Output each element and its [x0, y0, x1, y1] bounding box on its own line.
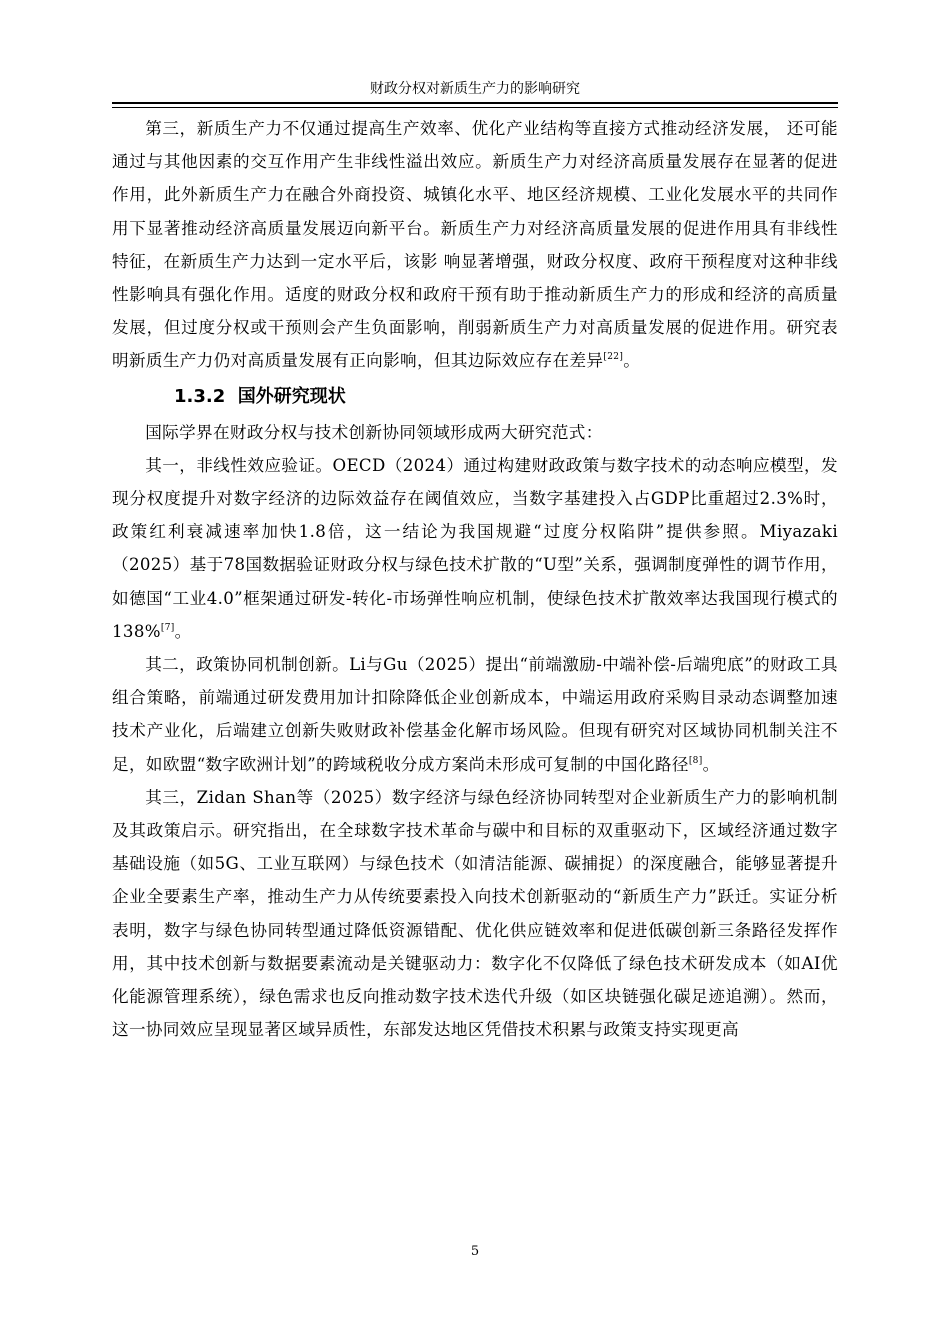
paragraph-text: 其三，Zidan Shan等（2025）数字经济与绿色经济协同转型对企业新质生产力的影响机制及其政策启示。研究指出，在全球数字技术革命与碳中和目标的双重驱动下，区域经济通过数字基础设施（如5G、工业互联网）与绿色技术（如清洁能源、碳捕捉）的深度融合，能够显著提升企业全要素生产率，推动生产力从传统要素投入向技术创新驱动的“新质生产力”跃迁。实证分析表明，数字与绿色协同转型通过降低资源错配、优化供应链效率和促进低碳创新三条路径发挥作用，其中技术创新与数据要素流动是关键驱动力：数字化不仅降低了绿色技术研发成本（如AI优化能源管理系统），绿色需求也反向推动数字技术迭代升级（如区块链强化碳足迹追溯）。然而，这一协同效应呈现显著区域异质性，东部发达地区凭借技术积累与政策支持实现更高	[112, 787, 838, 1040]
paragraph-second-paradigm	[112, 648, 838, 781]
paragraph-text: 其二，政策协同机制创新。Li与Gu（2025）提出“前端激励-中端补偿-后端兜底”的财政工具组合策略，前端通过研发费用加计扣除降低企业创新成本，中端运用政府采购目录动态调整加速技术产业化，后端建立创新失败财政补偿基金化解市场风险。但现有研究对区域协同机制关注不足，如欧盟“数字欧洲计划”的跨域税收分成方案尚未形成可复制的中国化路径	[112, 655, 838, 774]
paragraph-end: 。	[174, 621, 192, 641]
paragraph-end: 。	[623, 351, 641, 371]
header-rule-thin	[112, 107, 838, 108]
running-header: 财政分权对新质生产力的影响研究	[370, 81, 580, 97]
body-text	[112, 112, 838, 1046]
section-number: 1.3.2	[174, 385, 226, 407]
citation-ref: [22]	[603, 352, 624, 363]
paragraph-third-point	[112, 112, 838, 378]
paragraph-text: 其一，非线性效应验证。OECD（2024）通过构建财政政策与数字技术的动态响应模型，发现分权度提升对数字经济的边际效益存在阈值效应，当数字基建投入占GDP比重超过2.3%时，政策红利衰减速率加快1.8倍，这一结论为我国规避“过度分权陷阱”提供参照。Miyazaki（2025）基于78国数据验证财政分权与绿色技术扩散的“U型”关系，强调制度弹性的调节作用，如德国“工业4.0”框架通过研发-转化-市场弹性响应机制，使绿色技术扩散效率达我国现行模式的138%	[112, 455, 838, 641]
section-title: 国外研究现状	[237, 385, 346, 407]
page-number: 5	[470, 1244, 480, 1259]
paragraph-first-paradigm	[112, 449, 838, 648]
paragraph-text: 第三，新质生产力不仅通过提高生产效率、优化产业结构等直接方式推动经济发展， 还可能通过与其他因素的交互作用产生非线性溢出效应。新质生产力对经济高质量发展存在显著的促进作用，此外新质生产力在融合外商投资、城镇化水平、地区经济规模、工业化发展水平的共同作用下显著推动经济高质量发展迈向新平台。新质生产力对经济高质量发展的促进作用具有非线性特征，在新质生产力达到一定水平后，该影 响显著增强，财政分权度、政府干预程度对这种非线性影响具有强化作用。适度的财政分权和政府干预有助于推动新质生产力的形成和经济的高质量发展，但过度分权或干预则会产生负面影响，削弱新质生产力对高质量发展的促进作用。研究表明新质生产力仍对高质量发展有正向影响，但其边际效应存在差异	[112, 119, 838, 371]
paragraph-intro	[112, 416, 838, 449]
paragraph-end: 。	[702, 754, 720, 774]
section-heading	[112, 378, 838, 416]
citation-ref: [8]	[688, 755, 703, 766]
paragraph-third-paradigm	[112, 781, 838, 1047]
header-rule-thick	[112, 102, 838, 104]
citation-ref: [7]	[160, 622, 175, 633]
paragraph-text: 国际学界在财政分权与技术创新协同领域形成两大研究范式：	[145, 422, 603, 442]
